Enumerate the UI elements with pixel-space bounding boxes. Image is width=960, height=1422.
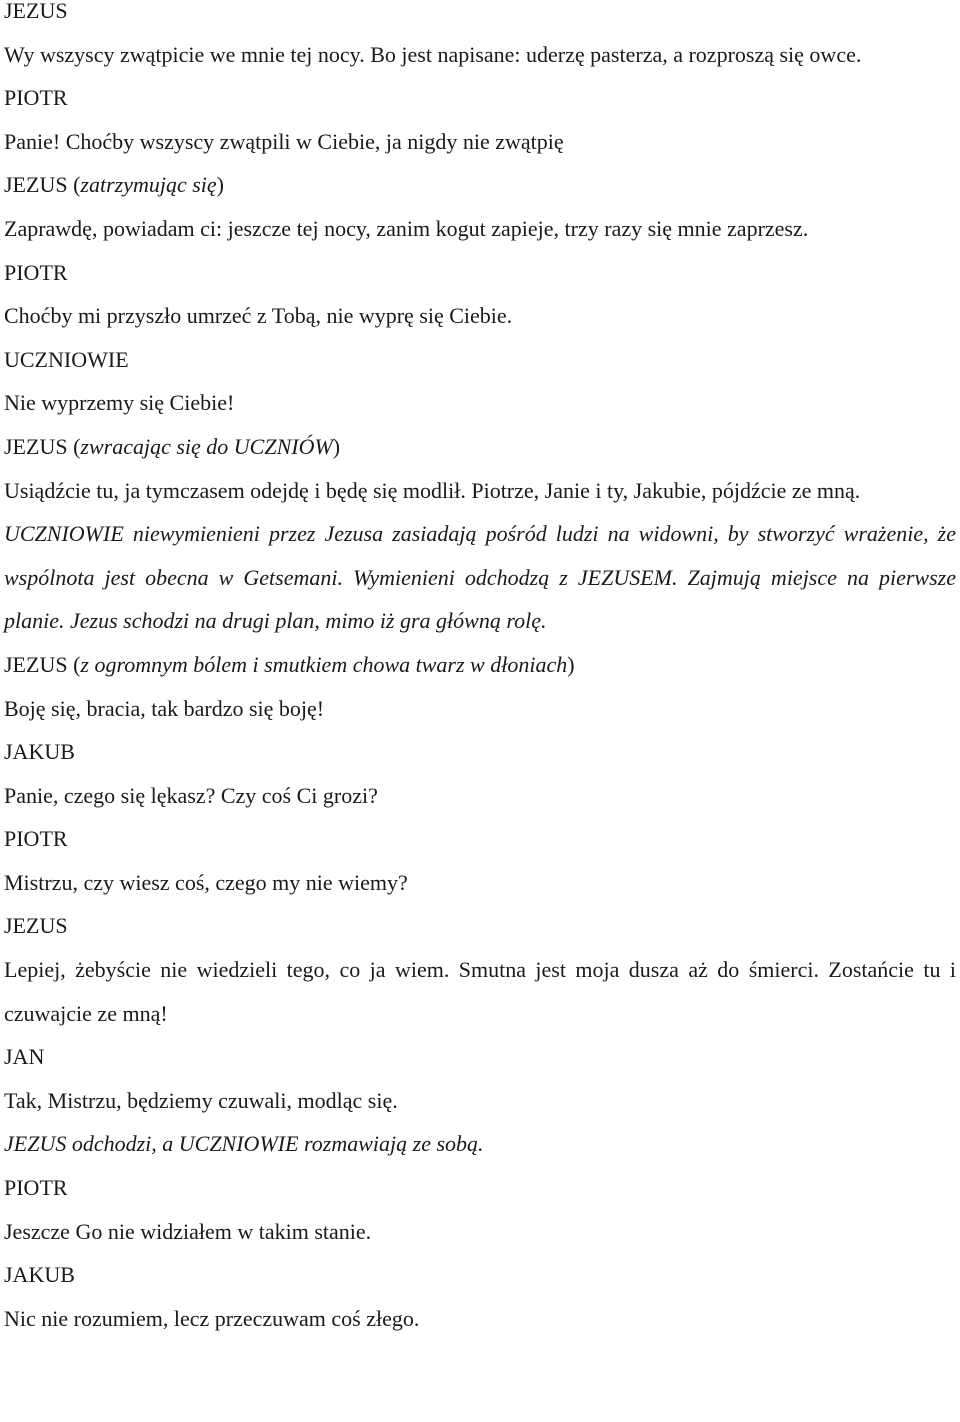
dialogue-line: Panie! Choćby wszyscy zwątpili w Ciebie, ja nigdy nie zwątpię [4, 128, 564, 154]
paren-open: ( [67, 172, 81, 198]
paren-close: ) [332, 433, 341, 459]
speaker-name: JEZUS [4, 651, 68, 677]
speaker-name: JEZUS [4, 0, 68, 23]
speaker-name: JAKUB [4, 1262, 75, 1288]
stage-direction: z ogromnym bólem i smutkiem chowa twarz w dłoniach [80, 651, 568, 677]
speaker-name: UCZNIOWIE [4, 346, 129, 372]
speaker-heading [4, 425, 956, 469]
dialogue-line: Jeszcze Go nie widziałem w takim stanie. [4, 1218, 372, 1244]
paren-open: ( [67, 651, 81, 677]
stage-direction: zwracając się do UCZNIÓW [80, 433, 333, 459]
speaker-name: JEZUS [4, 172, 68, 198]
speaker-name: PIOTR [4, 259, 68, 285]
dialogue-line: Panie, czego się lękasz? Czy coś Ci grozi? [4, 782, 378, 808]
speaker-name: PIOTR [4, 85, 68, 111]
paren-close: ) [567, 651, 575, 677]
stage-direction: zatrzymując się [80, 172, 217, 198]
dialogue-line: Usiądźcie tu, ja tymczasem odejdę i będę się modlił. Piotrze, Janie i ty, Jakubie, pójdźcie ze mną. [4, 477, 861, 503]
speaker-name: JAKUB [4, 739, 75, 765]
dialogue-line: Choćby mi przyszło umrzeć z Tobą, nie wyprę się Ciebie. [4, 303, 513, 329]
paren-open: ( [67, 433, 81, 459]
dialogue-line: Zaprawdę, powiadam ci: jeszcze tej nocy, zanim kogut zapieje, trzy razy się mnie zaprzesz. [4, 215, 809, 241]
speaker-name: JAN [4, 1044, 45, 1070]
dialogue-line: Nie wyprzemy się Ciebie! [4, 390, 235, 416]
paren-close: ) [216, 172, 224, 198]
speaker-name: JEZUS [4, 913, 68, 939]
dialogue-line: Nic nie rozumiem, lecz przeczuwam coś złego. [4, 1305, 420, 1331]
speaker-name: PIOTR [4, 1175, 68, 1201]
dialogue-line: Mistrzu, czy wiesz coś, czego my nie wiemy? [4, 869, 408, 895]
dialogue-line: Boję się, bracia, tak bardzo się boję! [4, 695, 325, 721]
stage-direction-block: JEZUS odchodzi, a UCZNIOWIE rozmawiają ze sobą. [4, 1131, 484, 1157]
dialogue-line: Wy wszyscy zwątpicie we mnie tej nocy. Bo jest napisane: uderzę pasterza, a rozproszą się owce. [4, 41, 862, 67]
dialogue-line: Lepiej, żebyście nie wiedzieli tego, co ja wiem. Smutna jest moja dusza aż do śmierci. Zostańcie tu i czuwajcie ze mną! [4, 957, 956, 1026]
speaker-name: JEZUS [4, 433, 68, 459]
speaker-heading [4, 163, 956, 207]
stage-direction-block: UCZNIOWIE niewymienieni przez Jezusa zasiadają pośród ludzi na widowni, by stworzyć wrażenie, że wspólnota jest obecna w Getsemani. Wymienieni odchodzą z JEZUSEM. Zajmują miejsce na pierwsze planie. Jezus schodzi na drugi plan, mimo iż gra główną rolę. [4, 521, 956, 634]
speaker-heading [4, 643, 956, 687]
speaker-name: PIOTR [4, 826, 68, 852]
dialogue-line: Tak, Mistrzu, będziemy czuwali, modląc się. [4, 1087, 398, 1113]
